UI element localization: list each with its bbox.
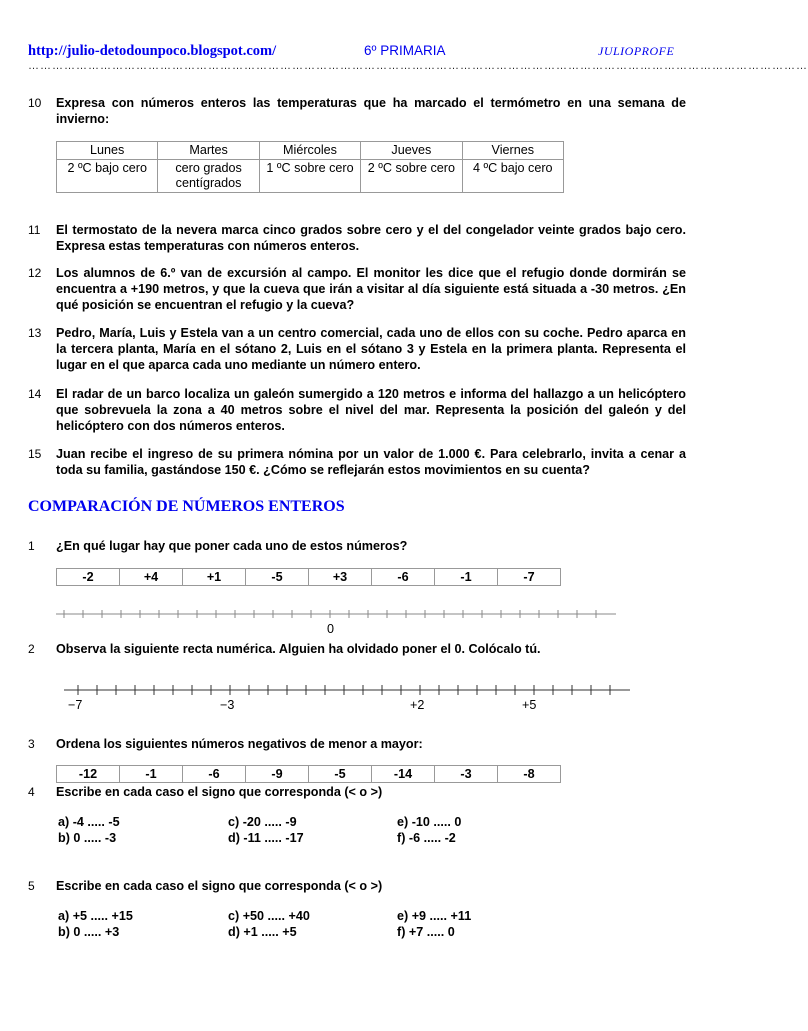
question-text: Pedro, María, Luis y Estela van a un centro comercial, cada uno de ellos con su coche. Pedro aparca en la tercera planta, María en el sótano 2, Luis en el sótano 3 y Estela en la primera planta. Representa el lugar en el que aparca cada uno mediante un número entero.	[56, 326, 686, 372]
numbers-row	[56, 568, 561, 586]
comparison-item: d) +1 ..... +5	[228, 925, 297, 939]
table-header: Jueves	[361, 142, 462, 160]
question-text: Juan recibe el ingreso de su primera nómina por un valor de 1.000 €. Para celebrarlo, invita a cenar a toda su familia, gastándose 150 €. ¿Cómo se reflejarán estos movimientos en su cuenta?	[56, 447, 686, 477]
question-number: 3	[28, 737, 35, 751]
table-header: Lunes	[57, 142, 158, 160]
question-number: 10	[28, 96, 42, 110]
number-cell: -6	[372, 569, 435, 586]
comparison-item: f) +7 ..... 0	[397, 925, 455, 939]
question-number: 2	[28, 642, 35, 656]
comparison-item: a) -4 ..... -5	[58, 815, 120, 829]
number-cell: -7	[498, 569, 561, 586]
number-cell: -12	[57, 766, 120, 783]
number-cell: +4	[120, 569, 183, 586]
number-cell: -6	[183, 766, 246, 783]
dotted-separator: ……………………………………………………………………………………………………………………………………………………………………………	[28, 60, 808, 72]
line-label: +5	[522, 698, 537, 712]
table-cell: cero grados centígrados	[158, 160, 259, 193]
number-cell: -8	[498, 766, 561, 783]
comparison-item: a) +5 ..... +15	[58, 909, 133, 923]
question-number: 1	[28, 539, 35, 553]
question-text: El radar de un barco localiza un galeón sumergido a 120 metros e informa del hallazgo a un helicóptero que sobrevuela la zona a 40 metros sobre el nivel del mar. Representa la posición del galeón y del helicóptero con dos números enteros.	[56, 387, 686, 433]
comparison-item: f) -6 ..... -2	[397, 831, 456, 845]
number-cell: -9	[246, 766, 309, 783]
comparison-item: c) -20 ..... -9	[228, 815, 297, 829]
line-label: −3	[220, 698, 235, 712]
comparison-item: d) -11 ..... -17	[228, 831, 304, 845]
comparison-item: e) +9 ..... +11	[397, 909, 472, 923]
question-text: Observa la siguiente recta numérica. Alguien ha olvidado poner el 0. Colócalo tú.	[56, 642, 541, 656]
number-line-2	[64, 680, 630, 702]
question-text: Escribe en cada caso el signo que corresponda (< o >)	[56, 785, 383, 799]
table-header: Viernes	[462, 142, 563, 160]
question-number: 13	[28, 326, 42, 340]
question-text: El termostato de la nevera marca cinco grados sobre cero y el del congelador veinte grados bajo cero. Expresa estas temperaturas con números enteros.	[56, 223, 686, 253]
comparison-item: b) 0 ..... -3	[58, 831, 117, 845]
question-text: Los alumnos de 6.º van de excursión al campo. El monitor les dice que el refugio donde dormirán se encuentra a +190 metros, y que la cueva que irán a visitar al día siguiente está situada a -30 metros. ¿En qué posición se encuentran el refugio y la cueva?	[56, 266, 686, 312]
zero-label: 0	[327, 622, 335, 636]
comparison-item: e) -10 ..... 0	[397, 815, 462, 829]
line-label: +2	[410, 698, 425, 712]
number-cell: -5	[246, 569, 309, 586]
question-number: 5	[28, 879, 35, 893]
table-header: Miércoles	[259, 142, 360, 160]
line-label: −7	[68, 698, 83, 712]
number-cell: -1	[120, 766, 183, 783]
grade-label: 6º PRIMARIA	[364, 43, 446, 58]
author-label: JULIOPROFE	[598, 44, 675, 58]
question-number: 14	[28, 387, 42, 401]
question-text: Expresa con números enteros las temperaturas que ha marcado el termómetro en una semana de invierno:	[56, 96, 686, 126]
blog-link[interactable]: http://julio-detodounpoco.blogspot.com/	[28, 43, 277, 59]
section-title: COMPARACIÓN DE NÚMEROS ENTEROS	[28, 498, 345, 515]
number-line-1	[56, 604, 616, 624]
table-cell: 2 ºC sobre cero	[361, 160, 462, 193]
number-cell: -1	[435, 569, 498, 586]
table-cell: 4 ºC bajo cero	[462, 160, 563, 193]
number-cell: -2	[57, 569, 120, 586]
table-cell: 1 ºC sobre cero	[259, 160, 360, 193]
number-cell: +3	[309, 569, 372, 586]
temperature-table	[56, 141, 564, 193]
question-text: ¿En qué lugar hay que poner cada uno de estos números?	[56, 539, 408, 553]
number-cell: -14	[372, 766, 435, 783]
number-cell: -5	[309, 766, 372, 783]
question-number: 4	[28, 785, 35, 799]
table-cell: 2 ºC bajo cero	[57, 160, 158, 193]
question-text: Ordena los siguientes números negativos de menor a mayor:	[56, 737, 423, 751]
question-number: 15	[28, 447, 42, 461]
question-number: 12	[28, 266, 42, 280]
numbers-row	[56, 765, 561, 783]
question-number: 11	[28, 223, 41, 237]
comparison-item: c) +50 ..... +40	[228, 909, 310, 923]
comparison-item: b) 0 ..... +3	[58, 925, 120, 939]
number-cell: -3	[435, 766, 498, 783]
question-text: Escribe en cada caso el signo que corresponda (< o >)	[56, 879, 383, 893]
number-cell: +1	[183, 569, 246, 586]
table-header: Martes	[158, 142, 259, 160]
